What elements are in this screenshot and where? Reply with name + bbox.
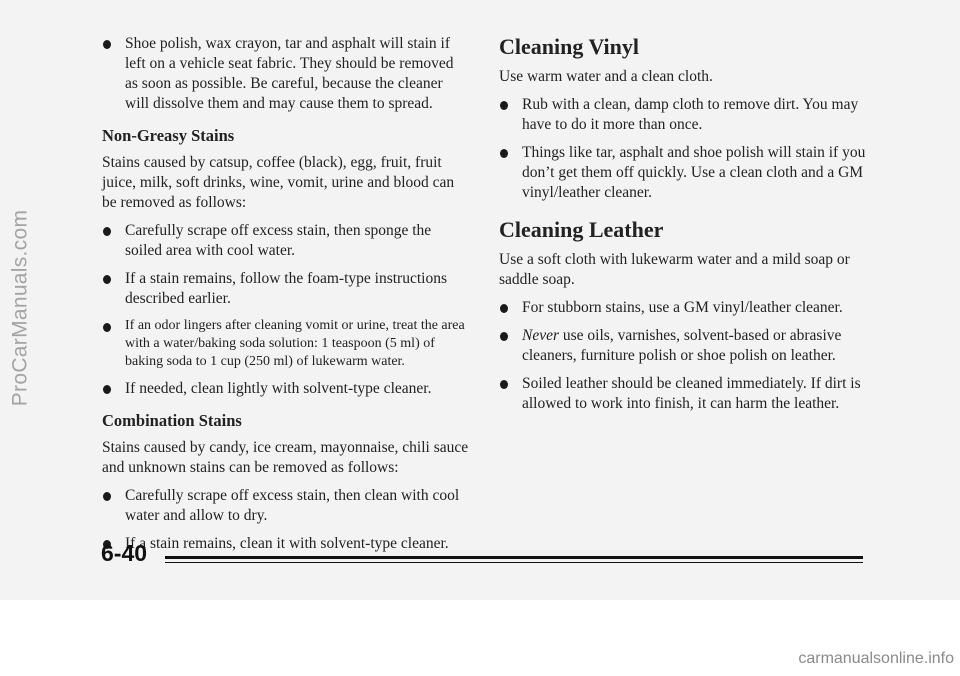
bullet-text: Things like tar, asphalt and shoe polish will stain if you don’t get them off quickly. Use a clean cloth and a GM vinyl/leather cleaner. bbox=[522, 144, 866, 201]
page-footer bbox=[101, 540, 861, 580]
intro-bullet bbox=[102, 34, 470, 114]
list-item bbox=[499, 298, 869, 318]
bullet-icon bbox=[500, 380, 508, 389]
footer-rule-thick bbox=[165, 556, 863, 559]
bullet-icon bbox=[103, 385, 111, 394]
watermark-text: ProCarManuals.com bbox=[8, 209, 31, 407]
cleaning-leather-heading: Cleaning Leather bbox=[499, 217, 664, 242]
non-greasy-intro: Stains caused by catsup, coffee (black), egg, fruit, fruit juice, milk, soft drinks, wine, vomit, urine and blood can be removed as follows: bbox=[102, 154, 455, 211]
bullet-icon bbox=[103, 227, 111, 236]
combination-heading: Combination Stains bbox=[102, 411, 242, 430]
bullet-text: Carefully scrape off excess stain, then clean with cool water and allow to dry. bbox=[125, 487, 460, 524]
bullet-text: Rub with a clean, damp cloth to remove dirt. You may have to do it more than once. bbox=[522, 96, 859, 133]
list-item bbox=[499, 326, 869, 366]
emphasis-never: Never bbox=[522, 327, 560, 344]
bullet-icon bbox=[103, 40, 111, 49]
footer-rule-thin bbox=[165, 562, 863, 563]
list-item bbox=[499, 95, 869, 135]
bullet-icon bbox=[500, 332, 508, 341]
bullet-text: Shoe polish, wax crayon, tar and asphalt will stain if left on a vehicle seat fabric. They should be removed as soon as possible. Be careful, because the cleaner will dissolve them and may cause them to spread. bbox=[125, 35, 454, 112]
bullet-icon bbox=[500, 101, 508, 110]
list-item bbox=[499, 143, 869, 203]
site-watermark: carmanualsonline.info bbox=[798, 650, 954, 667]
bullet-icon bbox=[103, 275, 111, 284]
bullet-text: Soiled leather should be cleaned immediately. If dirt is allowed to work into finish, it can harm the leather. bbox=[522, 375, 861, 412]
bullet-text: If an odor lingers after cleaning vomit or urine, treat the area with a water/baking soda solution: 1 teaspoon (5 ml) of baking soda to 1 cup (250 ml) of lukewarm water. bbox=[125, 318, 465, 369]
bullet-text: For stubborn stains, use a GM vinyl/leather cleaner. bbox=[522, 299, 843, 316]
left-column bbox=[102, 34, 470, 562]
bullet-icon bbox=[500, 149, 508, 158]
list-item bbox=[102, 486, 470, 526]
combination-intro: Stains caused by candy, ice cream, mayonnaise, chili sauce and unknown stains can be removed as follows: bbox=[102, 439, 469, 476]
bullet-icon bbox=[103, 323, 111, 332]
bullet-text: Carefully scrape off excess stain, then sponge the soiled area with cool water. bbox=[125, 222, 432, 259]
vertical-watermark bbox=[8, 28, 32, 588]
bullet-text: If a stain remains, clean it with solvent-type cleaner. bbox=[125, 535, 449, 552]
list-item bbox=[499, 374, 869, 414]
bullet-text: If needed, clean lightly with solvent-type cleaner. bbox=[125, 380, 432, 397]
right-column bbox=[499, 34, 869, 422]
bullet-text: If a stain remains, follow the foam-type instructions described earlier. bbox=[125, 270, 447, 307]
bullet-icon bbox=[103, 492, 111, 501]
list-item bbox=[102, 269, 470, 309]
non-greasy-heading: Non-Greasy Stains bbox=[102, 126, 235, 145]
bullet-icon bbox=[500, 304, 508, 313]
page-number: 6-40 bbox=[101, 540, 148, 566]
bullet-text: use oils, varnishes, solvent-based or abrasive cleaners, furniture polish or shoe polish on leather. bbox=[522, 327, 842, 364]
list-item bbox=[102, 317, 470, 371]
list-item bbox=[102, 221, 470, 261]
list-item bbox=[102, 379, 470, 399]
leather-intro: Use a soft cloth with lukewarm water and a mild soap or saddle soap. bbox=[499, 251, 850, 288]
cleaning-vinyl-heading: Cleaning Vinyl bbox=[499, 34, 639, 59]
vinyl-intro: Use warm water and a clean cloth. bbox=[499, 68, 713, 85]
